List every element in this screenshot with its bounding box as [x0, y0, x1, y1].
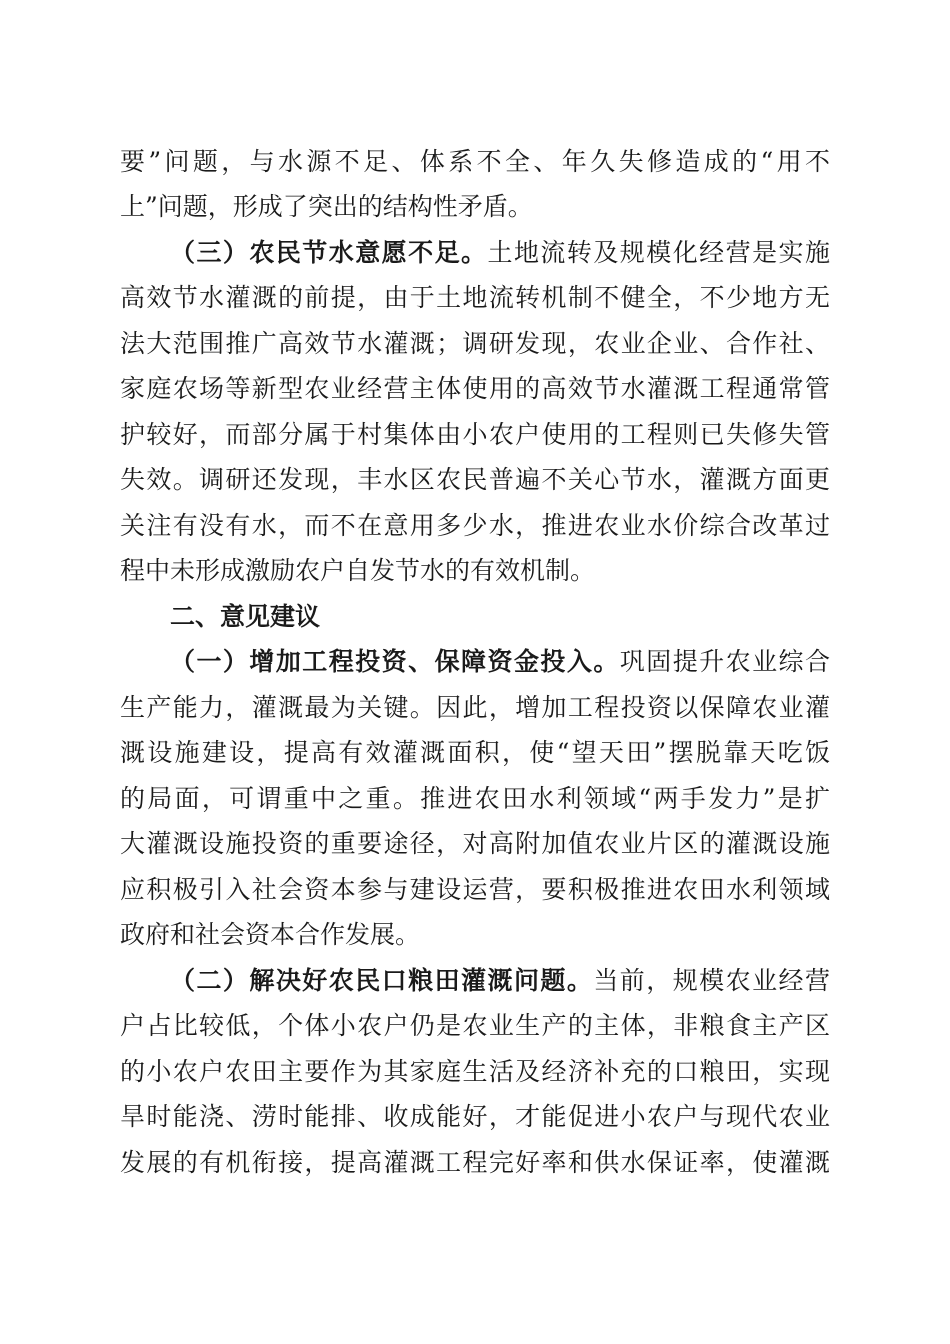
paragraph-first-line — [170, 961, 830, 1001]
paragraph-text: 土地流转及规模化经营是实施 — [487, 238, 830, 267]
text-line: 溉设施建设，提高有效灌溉面积，使“望天田”摆脱靠天吃饭 — [120, 738, 830, 767]
text-line: 的局面，可谓重中之重。推进农田水利领域“两手发力”是扩 — [120, 784, 830, 813]
paragraph-lead-heading: （三）农民节水意愿不足。 — [170, 238, 488, 267]
text-line: 程中未形成激励农户自发节水的有效机制。 — [120, 556, 596, 585]
text-line: 上”问题，形成了突出的结构性矛盾。 — [120, 192, 533, 221]
text-line: 大灌溉设施投资的重要途径，对高附加值农业片区的灌溉设施 — [120, 829, 830, 858]
text-line: 的小农户农田主要作为其家庭生活及经济补充的口粮田，实现 — [120, 1057, 830, 1086]
text-line: 要”问题，与水源不足、体系不全、年久失修造成的“用不 — [120, 147, 830, 176]
text-line: 失效。调研还发现，丰水区农民普遍不关心节水，灌溉方面更 — [120, 465, 830, 494]
paragraph-lead-heading: （一）增加工程投资、保障资金投入。 — [170, 647, 620, 676]
text-line: 高效节水灌溉的前提，由于土地流转机制不健全，不少地方无 — [120, 283, 830, 312]
text-line: 应积极引入社会资本参与建设运营，要积极推进农田水利领域 — [120, 875, 830, 904]
text-line: 家庭农场等新型农业经营主体使用的高效节水灌溉工程通常管 — [120, 374, 830, 403]
section-heading: 二、意见建议 — [170, 602, 321, 631]
text-line: 旱时能浇、涝时能排、收成能好，才能促进小农户与现代农业 — [120, 1102, 830, 1131]
paragraph-text: 当前，规模农业经营 — [593, 966, 830, 995]
text-line: 关注有没有水，而不在意用多少水，推进农业水价综合改革过 — [120, 511, 830, 540]
text-line: 护较好，而部分属于村集体由小农户使用的工程则已失修失管 — [120, 420, 830, 449]
text-line: 发展的有机衔接，提高灌溉工程完好率和供水保证率，使灌溉 — [120, 1148, 830, 1177]
text-line: 政府和社会资本合作发展。 — [120, 920, 421, 949]
paragraph-text: 巩固提升农业综合 — [619, 647, 830, 676]
paragraph-first-line — [170, 642, 830, 682]
text-line: 法大范围推广高效节水灌溉；调研发现，农业企业、合作社、 — [120, 329, 830, 358]
text-line: 户占比较低，个体小农户仍是农业生产的主体，非粮食主产区 — [120, 1011, 830, 1040]
paragraph-lead-heading: （二）解决好农民口粮田灌溉问题。 — [170, 966, 594, 995]
text-line: 生产能力，灌溉最为关键。因此，增加工程投资以保障农业灌 — [120, 693, 830, 722]
paragraph-first-line — [170, 233, 830, 273]
